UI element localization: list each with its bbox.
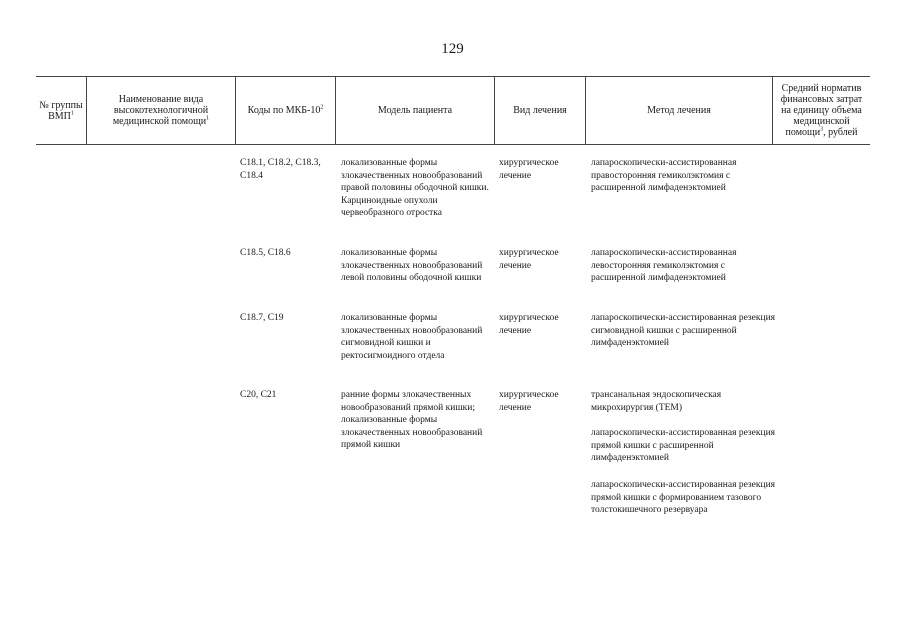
header-patient-model: Модель пациента	[336, 77, 495, 144]
footnote-mark: 1	[70, 110, 74, 117]
header-icd-codes-label: Коды по МКБ-10	[247, 105, 321, 116]
row-1-treatment-kind: хирургическое лечение	[499, 158, 559, 181]
row-1-codes: C18.1, C18.2, C18.3, C18.4	[240, 158, 321, 181]
row-2-treatment-kind: хирургическое лечение	[499, 248, 559, 271]
page-number: 129	[441, 41, 464, 57]
row-1-method-1: лапароскопически-ассистированная правосторонняя гемиколэктомия с расширенной лимфаденэктомией	[591, 158, 737, 193]
row-4-patient-model: ранние формы злокачественных новообразований прямой кишки; локализованные формы злокачественных новообразований прямой кишки	[341, 390, 483, 450]
footnote-mark: 3	[820, 126, 824, 133]
header-treatment-kind: Вид лечения	[495, 77, 586, 144]
header-group-number	[36, 77, 87, 144]
header-care-type	[87, 77, 236, 144]
row-3-codes: C18.7, C19	[240, 313, 284, 323]
header-group-label: № группы ВМП	[39, 99, 83, 122]
header-treatment-method: Метод лечения	[586, 77, 773, 144]
row-3-method-1: лапароскопически-ассистированная резекция сигмовидной кишки с расширенной лимфаденэктомией	[591, 313, 776, 348]
row-3-patient-model: локализованные формы злокачественных новообразований сигмовидной кишки и ректосигмоидного отдела	[341, 313, 483, 361]
table-header	[36, 76, 870, 145]
row-4-method-3: лапароскопически-ассистированная резекция прямой кишки с формированием тазового толстокишечного резервуара	[591, 480, 776, 515]
footnote-mark: 2	[320, 104, 324, 111]
header-icd-codes	[236, 77, 336, 144]
row-2-method-1: лапароскопически-ассистированная левосторонняя гемиколэктомия с расширенной лимфаденэктомией	[591, 248, 737, 283]
header-care-type-label: Наименование вида высокотехнологичной медицинской помощи	[112, 94, 209, 127]
row-4-method-1: трансанальная эндоскопическая микрохирургия (ТЕМ)	[591, 390, 722, 413]
row-3-treatment-kind: хирургическое лечение	[499, 313, 559, 336]
row-1-patient-model: локализованные формы злокачественных новообразований правой половины ободочной кишки. Карциноидные опухоли червеобразного отростка	[341, 158, 489, 218]
row-2-codes: C18.5, C18.6	[240, 248, 291, 258]
row-2-patient-model: локализованные формы злокачественных новообразований левой половины ободочной кишки	[341, 248, 483, 283]
row-4-codes: C20, C21	[240, 390, 277, 400]
footnote-mark: 1	[206, 115, 210, 122]
header-cost-norm-label: Средний норматив финансовых затрат на единицу объема медицинской помощи	[780, 83, 863, 138]
header-cost-norm-tail: , рублей	[823, 127, 858, 138]
header-cost-norm	[773, 77, 870, 144]
row-4-method-2: лапароскопически-ассистированная резекция прямой кишки с расширенной лимфаденэктомией	[591, 428, 776, 463]
row-4-treatment-kind: хирургическое лечение	[499, 390, 559, 413]
